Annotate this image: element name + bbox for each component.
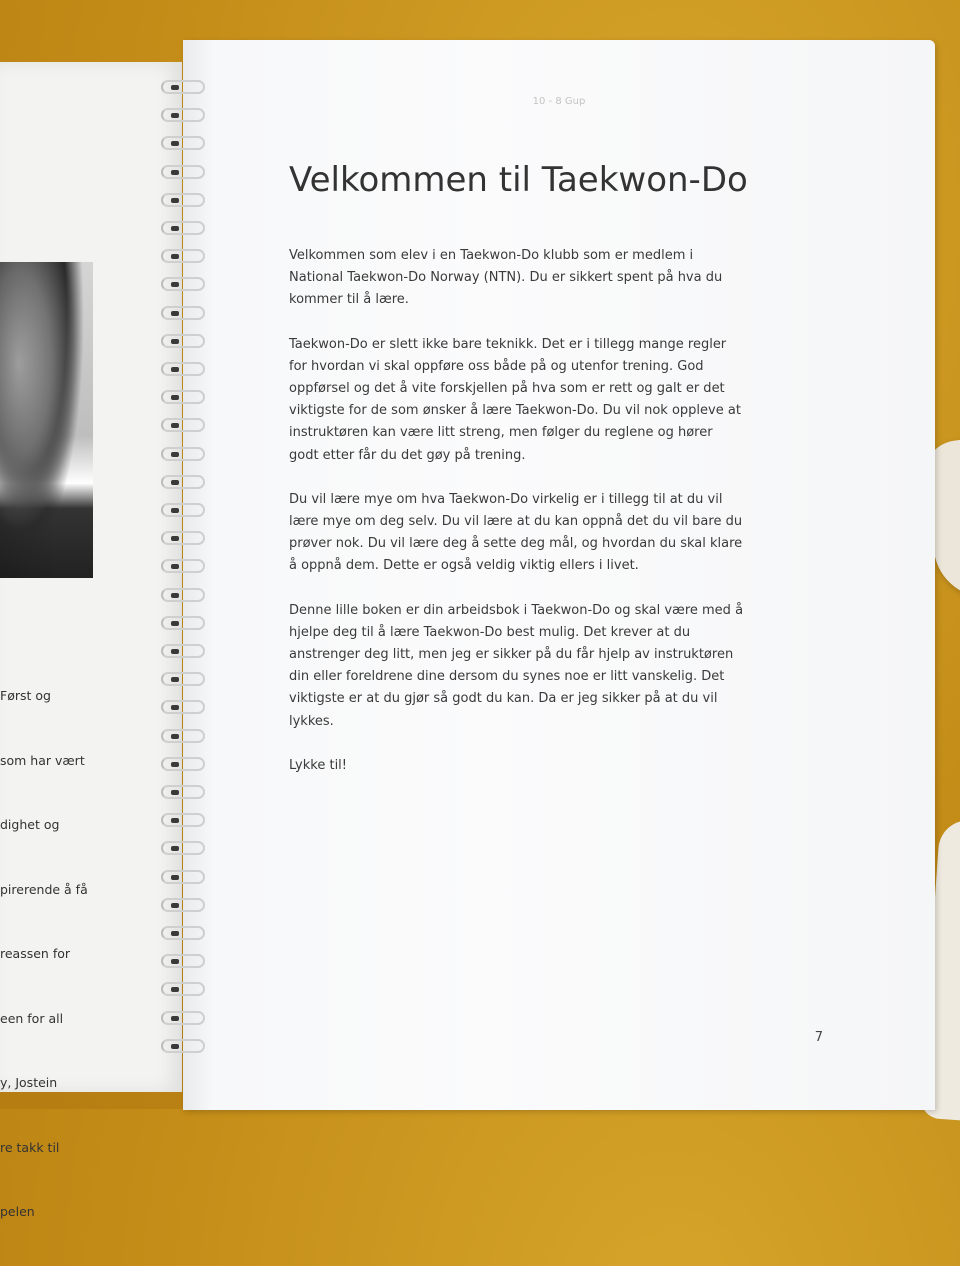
- caption-line: y, Jostein: [0, 1075, 58, 1090]
- spiral-ring: [161, 757, 205, 771]
- spiral-ring: [161, 221, 205, 235]
- spiral-ring: [161, 870, 205, 884]
- caption-line: reassen for: [0, 946, 71, 961]
- spiral-ring: [161, 418, 205, 432]
- spiral-ring: [161, 1039, 205, 1053]
- page-body: [289, 245, 824, 799]
- spiral-ring: [161, 136, 205, 150]
- spiral-ring: [161, 503, 205, 517]
- spiral-ring: [161, 165, 205, 179]
- caption-line: een for all: [0, 1010, 64, 1026]
- spiral-binding: [155, 80, 215, 1070]
- spiral-ring: [161, 644, 205, 658]
- right-page: [183, 40, 935, 1110]
- spiral-ring: [161, 390, 205, 404]
- spiral-ring: [161, 813, 205, 827]
- spiral-ring: [161, 954, 205, 968]
- paragraph: Taekwon-Do er slett ikke bare teknikk. Det er i tillegg mange regler for hvordan vi skal oppføre oss både på og utenfor trening. God oppførsel og det å vite forskjellen på hva som er rett og galt er det viktigste for de som ønsker å lære Taekwon-Do. Du vil nok oppleve at instruktøren kan være litt streng, men følger du reglene og hører godt etter får du det gøy på trening.: [289, 336, 741, 463]
- paragraph: Denne lille boken er din arbeidsbok i Taekwon-Do og skal være med å hjelpe deg til å lære Taekwon-Do best mulig. Det krever at du anstrenger deg litt, men jeg er sikker på du får hjelp av instruktøren din eller foreldrene dine dersom du synes noe er litt vanskelig. Det viktigste er at du gjør så godt du kan. Da er jeg sikker på at du vil lykkes.: [289, 602, 744, 729]
- paragraph: Du vil lære mye om hva Taekwon-Do virkelig er i tillegg til at du vil lære mye om deg selv. Du vil lære at du kan oppnå det du vil bare du prøver nok. Du vil lære deg å sette deg mål, og hvordan du skal klare å oppnå dem. Dette er også veldig viktig ellers i livet.: [289, 491, 743, 574]
- spiral-ring: [161, 785, 205, 799]
- caption-line: re takk til: [0, 1139, 60, 1155]
- caption-line: som har vært: [0, 752, 85, 768]
- spiral-ring: [161, 306, 205, 320]
- page-header: 10 - 8 Gup: [532, 96, 586, 107]
- spiral-ring: [161, 531, 205, 545]
- spiral-ring: [161, 841, 205, 855]
- spiral-ring: [161, 588, 205, 602]
- spiral-ring: [161, 80, 205, 94]
- spiral-ring: [161, 672, 205, 686]
- paragraph: Lykke til!: [289, 757, 347, 773]
- caption-line: Først og: [0, 688, 51, 703]
- spiral-ring: [161, 108, 205, 122]
- spiral-ring: [161, 362, 205, 376]
- caption-line: pelen: [0, 1204, 35, 1219]
- spiral-ring: [161, 700, 205, 714]
- spiral-ring: [161, 475, 205, 489]
- spiral-ring: [161, 447, 205, 461]
- spiral-ring: [161, 277, 205, 291]
- spiral-ring: [161, 193, 205, 207]
- page-title: Velkommen til Taekwon-Do: [289, 160, 748, 200]
- spiral-ring: [161, 982, 205, 996]
- spiral-ring: [161, 334, 205, 348]
- caption-line: dighet og: [0, 817, 60, 832]
- page-number: 7: [814, 1030, 823, 1045]
- paragraph: Velkommen som elev i en Taekwon-Do klubb som er medlem i National Taekwon-Do Norway (NTN). Du er sikkert spent på hva du kommer til å lære.: [289, 248, 723, 308]
- spiral-ring: [161, 616, 205, 630]
- portrait-photo-shade: [0, 262, 93, 578]
- spiral-ring: [161, 926, 205, 940]
- spiral-ring: [161, 898, 205, 912]
- left-page-caption: [0, 642, 120, 1266]
- spiral-ring: [161, 729, 205, 743]
- spiral-ring: [161, 1011, 205, 1025]
- spiral-ring: [161, 249, 205, 263]
- spiral-ring: [161, 559, 205, 573]
- caption-line: pirerende å få: [0, 881, 88, 897]
